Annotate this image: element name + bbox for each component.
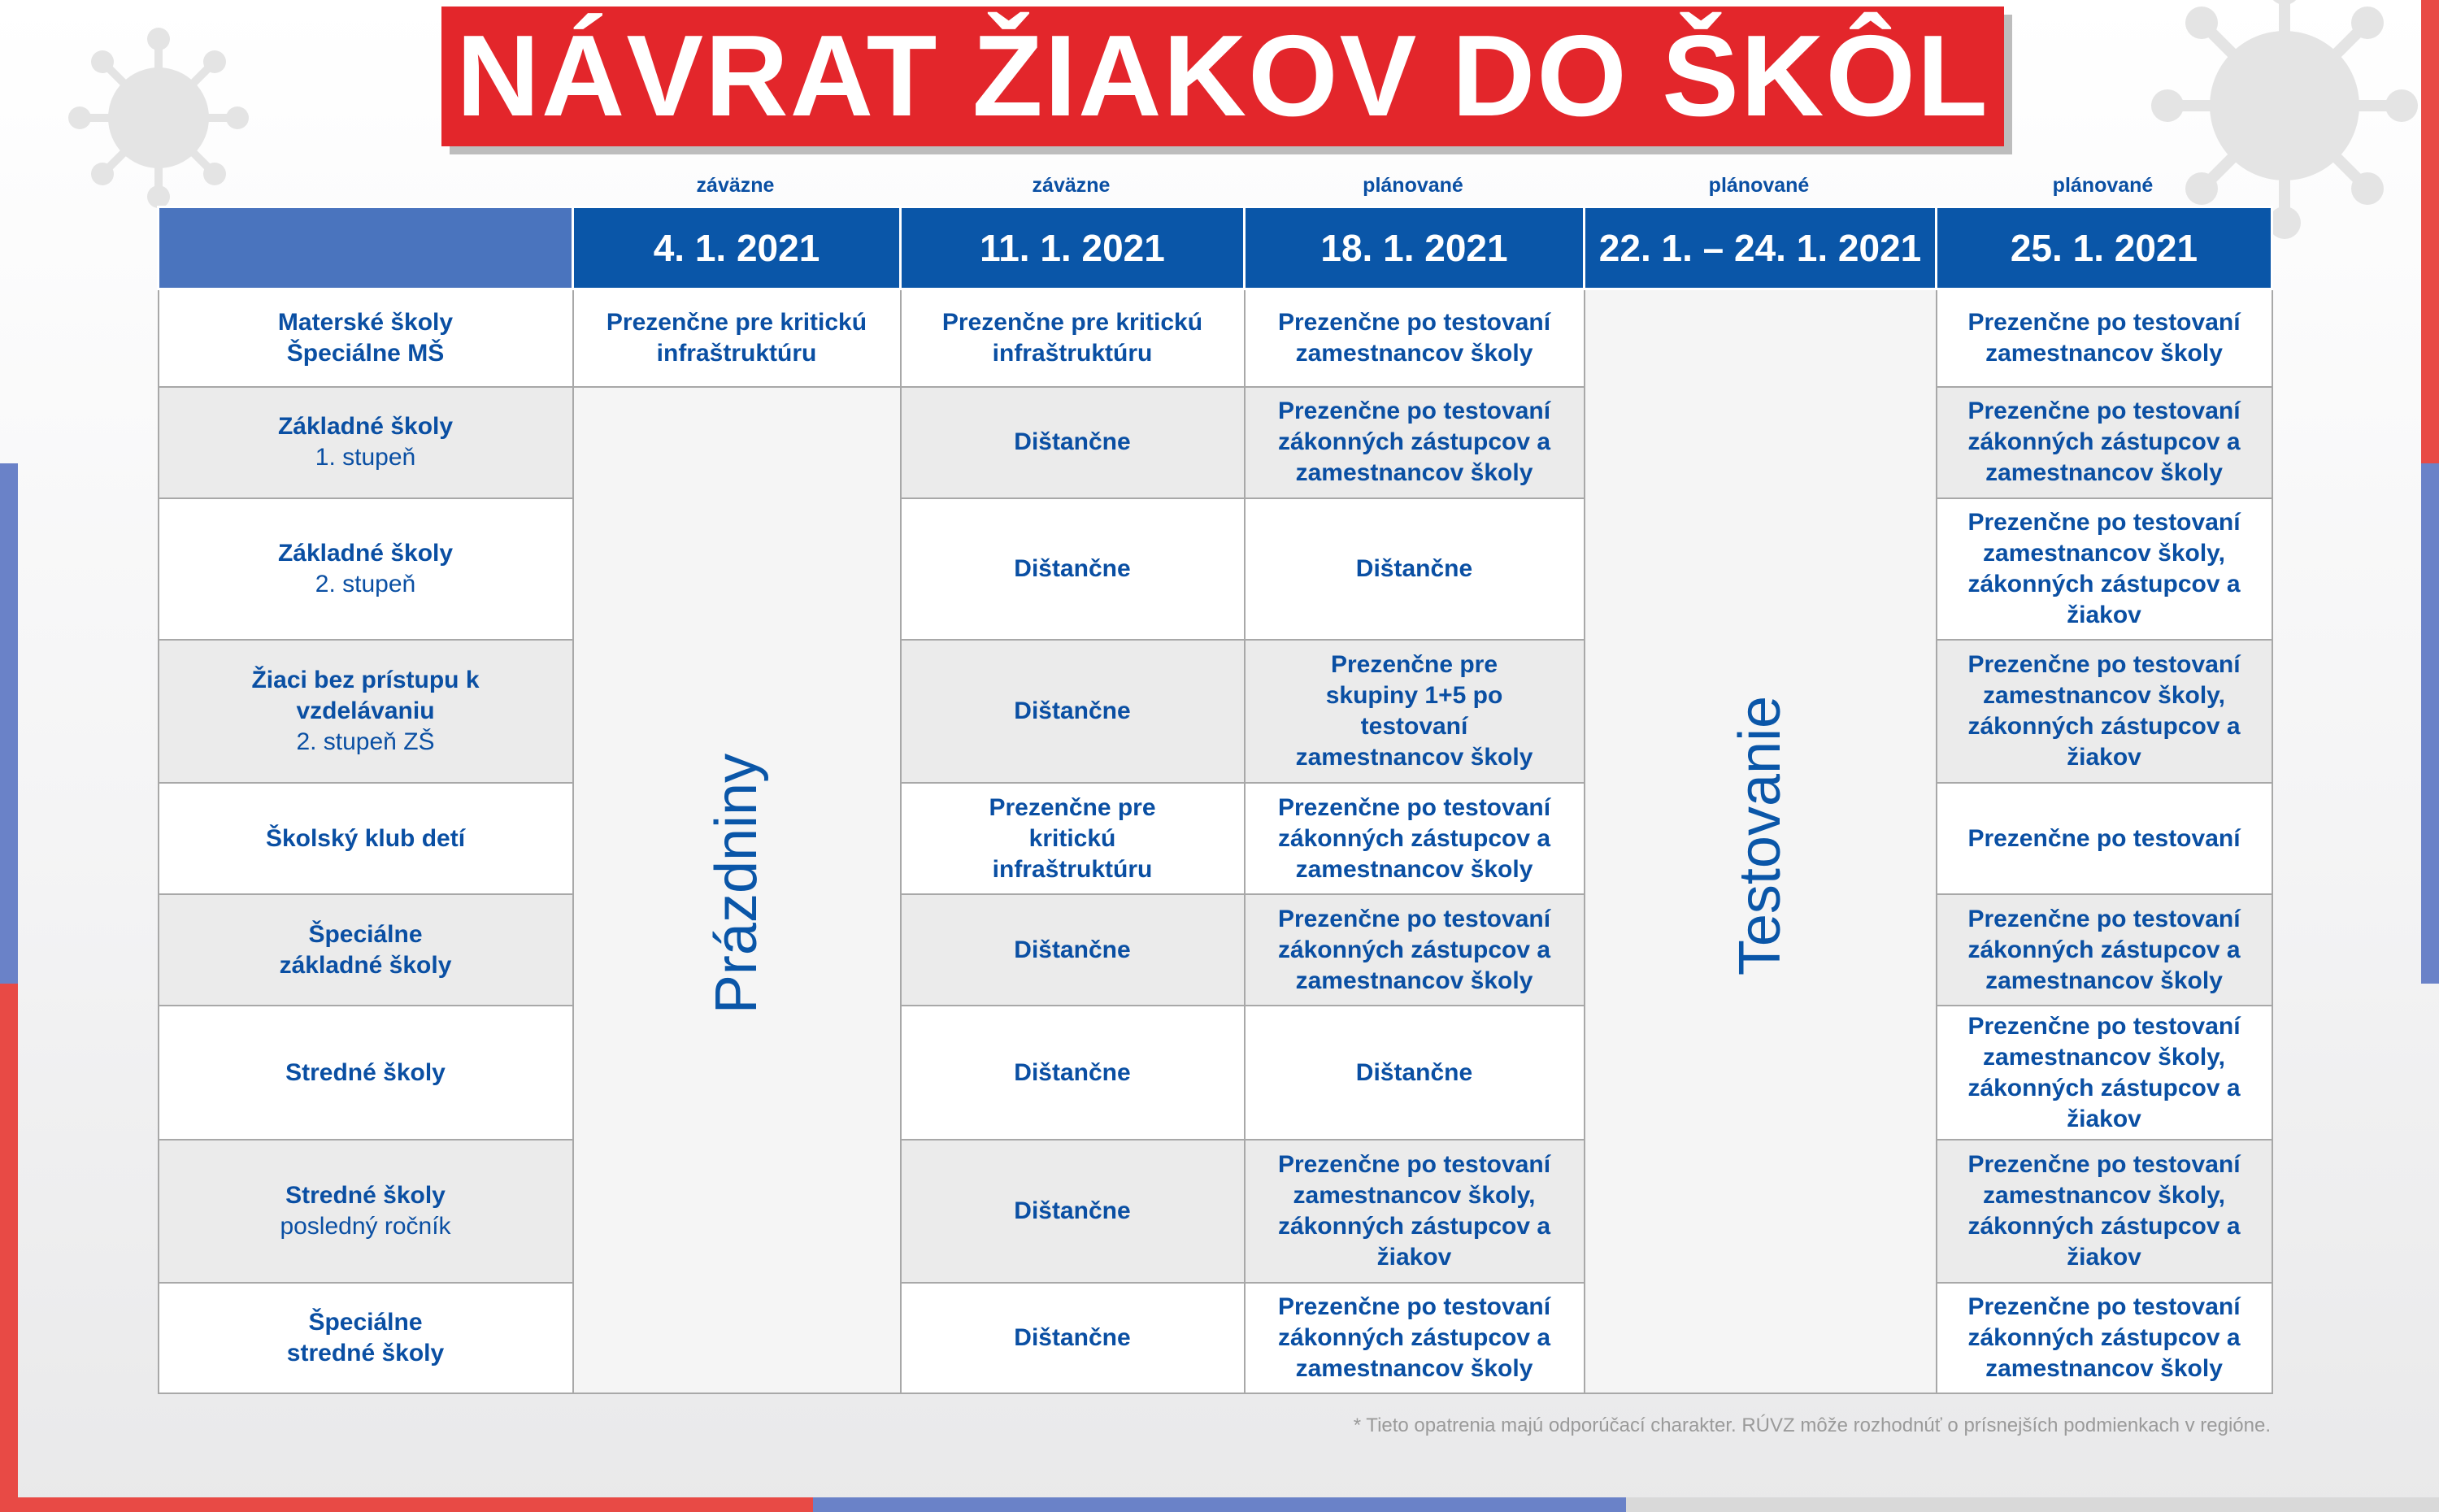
column-date-header: 18. 1. 2021 xyxy=(1245,207,1585,289)
row-title: Špeciálne xyxy=(308,1308,423,1336)
table-row xyxy=(159,387,2272,498)
row-header xyxy=(159,640,573,783)
table-cell: Dištančne xyxy=(901,498,1245,640)
table-cell: Dištančne xyxy=(901,640,1245,783)
testing-label: Testovanie xyxy=(1728,695,1793,975)
table-cell: Dištančne xyxy=(1245,498,1585,640)
table-row xyxy=(159,1140,2272,1283)
row-title: Základné školy xyxy=(277,539,454,567)
table-row xyxy=(159,289,2272,387)
row-subtitle: základné školy xyxy=(279,951,452,979)
row-header xyxy=(159,783,573,894)
row-header xyxy=(159,1283,573,1393)
holidays-label: Prázdniny xyxy=(703,754,769,1015)
table-cell: Prezenčne po testovaní zamestnancov školy, zákonných zástupcov a žiakov xyxy=(1937,1006,2272,1139)
column-status-label: plánované xyxy=(1363,174,1463,197)
table-cell: Prezenčne po testovaní zákonných zástupcov a zamestnancov školy xyxy=(1245,387,1585,498)
column-date-header: 22. 1. – 24. 1. 2021 xyxy=(1585,207,1937,289)
table-header-row xyxy=(159,207,2272,289)
title-banner xyxy=(441,7,2004,146)
header-corner-cell xyxy=(159,207,573,289)
holidays-span-cell xyxy=(573,387,901,1393)
column-status-label: plánované xyxy=(2052,174,2154,197)
column-status-label: záväzne xyxy=(1032,174,1111,197)
row-subtitle: Špeciálne MŠ xyxy=(286,339,445,367)
table-cell: Prezenčne pre kritickú infraštruktúru xyxy=(573,289,901,387)
table-cell: Prezenčne po testovaní zákonných zástupcov a zamestnancov školy xyxy=(1245,1283,1585,1393)
page-title: NÁVRAT ŽIAKOV DO ŠKÔL xyxy=(456,11,1989,141)
table-cell: Dištančne xyxy=(901,387,1245,498)
table-row xyxy=(159,640,2272,783)
table-row xyxy=(159,1006,2272,1139)
row-subtitle: posledný ročník xyxy=(280,1212,451,1240)
row-header xyxy=(159,498,573,640)
footnote: * Tieto opatrenia majú odporúčací charakter. RÚVZ môže rozhodnúť o prísnejších podmienkach v regióne. xyxy=(1353,1414,2271,1436)
left-edge-red-bar xyxy=(0,984,18,1512)
table-cell: Prezenčne po testovaní zamestnancov školy, zákonných zástupcov a žiakov xyxy=(1937,640,2272,783)
row-title: Základné školy xyxy=(277,413,454,441)
virus-icon xyxy=(65,24,252,211)
table-cell: Prezenčne po testovaní zákonných zástupcov a zamestnancov školy xyxy=(1937,1283,2272,1393)
table-row xyxy=(159,783,2272,894)
table-row xyxy=(159,1283,2272,1393)
column-date-header: 11. 1. 2021 xyxy=(901,207,1245,289)
table-cell: Prezenčne po testovaní zamestnancov školy xyxy=(1937,289,2272,387)
table-cell: Prezenčne po testovaní zamestnancov školy, zákonných zástupcov a žiakov xyxy=(1245,1140,1585,1283)
table-cell: Prezenčne pre skupiny 1+5 po testovaní zamestnancov školy xyxy=(1245,640,1585,783)
table-row xyxy=(159,498,2272,640)
column-date-header: 25. 1. 2021 xyxy=(1937,207,2272,289)
table-cell: Prezenčne po testovaní zákonných zástupcov a zamestnancov školy xyxy=(1245,894,1585,1006)
row-subtitle: stredné školy xyxy=(286,1339,445,1366)
table-cell: Dištančne xyxy=(901,1006,1245,1139)
table-cell: Prezenčne po testovaní zákonných zástupcov a zamestnancov školy xyxy=(1937,387,2272,498)
row-title: Stredné školy xyxy=(285,1058,446,1086)
row-subtitle: 2. stupeň xyxy=(315,570,416,597)
bottom-color-strip xyxy=(0,1497,2439,1512)
row-subtitle: 2. stupeň ZŠ xyxy=(296,728,435,756)
column-date-header: 4. 1. 2021 xyxy=(573,207,901,289)
table-cell: Dištančne xyxy=(1245,1006,1585,1139)
row-header xyxy=(159,1140,573,1283)
table-row xyxy=(159,894,2272,1006)
table-cell: Dištančne xyxy=(901,1283,1245,1393)
row-title: Špeciálne xyxy=(308,920,423,948)
table-cell: Prezenčne po testovaní zamestnancov školy, zákonných zástupcov a žiakov xyxy=(1937,498,2272,640)
right-edge-blue-bar xyxy=(2421,463,2439,984)
table-cell: Prezenčne po testovaní xyxy=(1937,783,2272,894)
table-cell: Dištančne xyxy=(901,1140,1245,1283)
row-title: Materské školy xyxy=(277,308,454,336)
row-title: Školský klub detí xyxy=(265,824,466,852)
column-status-label: plánované xyxy=(1708,174,1810,197)
table-cell: Prezenčne pre kritickú infraštruktúru xyxy=(901,289,1245,387)
table-cell: Prezenčne po testovaní zákonných zástupcov a zamestnancov školy xyxy=(1937,894,2272,1006)
left-edge-blue-bar xyxy=(0,463,18,984)
row-header xyxy=(159,289,573,387)
row-subtitle: 1. stupeň xyxy=(315,444,416,471)
row-title: Stredné školy xyxy=(285,1181,446,1209)
table-cell: Dištančne xyxy=(901,894,1245,1006)
testing-span-cell xyxy=(1585,289,1937,1394)
table-cell: Prezenčne pre kritickú infraštruktúru xyxy=(901,783,1245,894)
row-title: Žiaci bez prístupu k vzdelávaniu xyxy=(251,667,480,725)
row-header xyxy=(159,1006,573,1139)
table-cell: Prezenčne po testovaní zamestnancov školy xyxy=(1245,289,1585,387)
table-cell: Prezenčne po testovaní zamestnancov školy, zákonných zástupcov a žiakov xyxy=(1937,1140,2272,1283)
row-header xyxy=(159,894,573,1006)
right-edge-red-bar xyxy=(2421,0,2439,463)
schedule-table xyxy=(157,206,2273,1394)
table-cell: Prezenčne po testovaní zákonných zástupcov a zamestnancov školy xyxy=(1245,783,1585,894)
row-header xyxy=(159,387,573,498)
column-status-label: záväzne xyxy=(696,174,775,197)
